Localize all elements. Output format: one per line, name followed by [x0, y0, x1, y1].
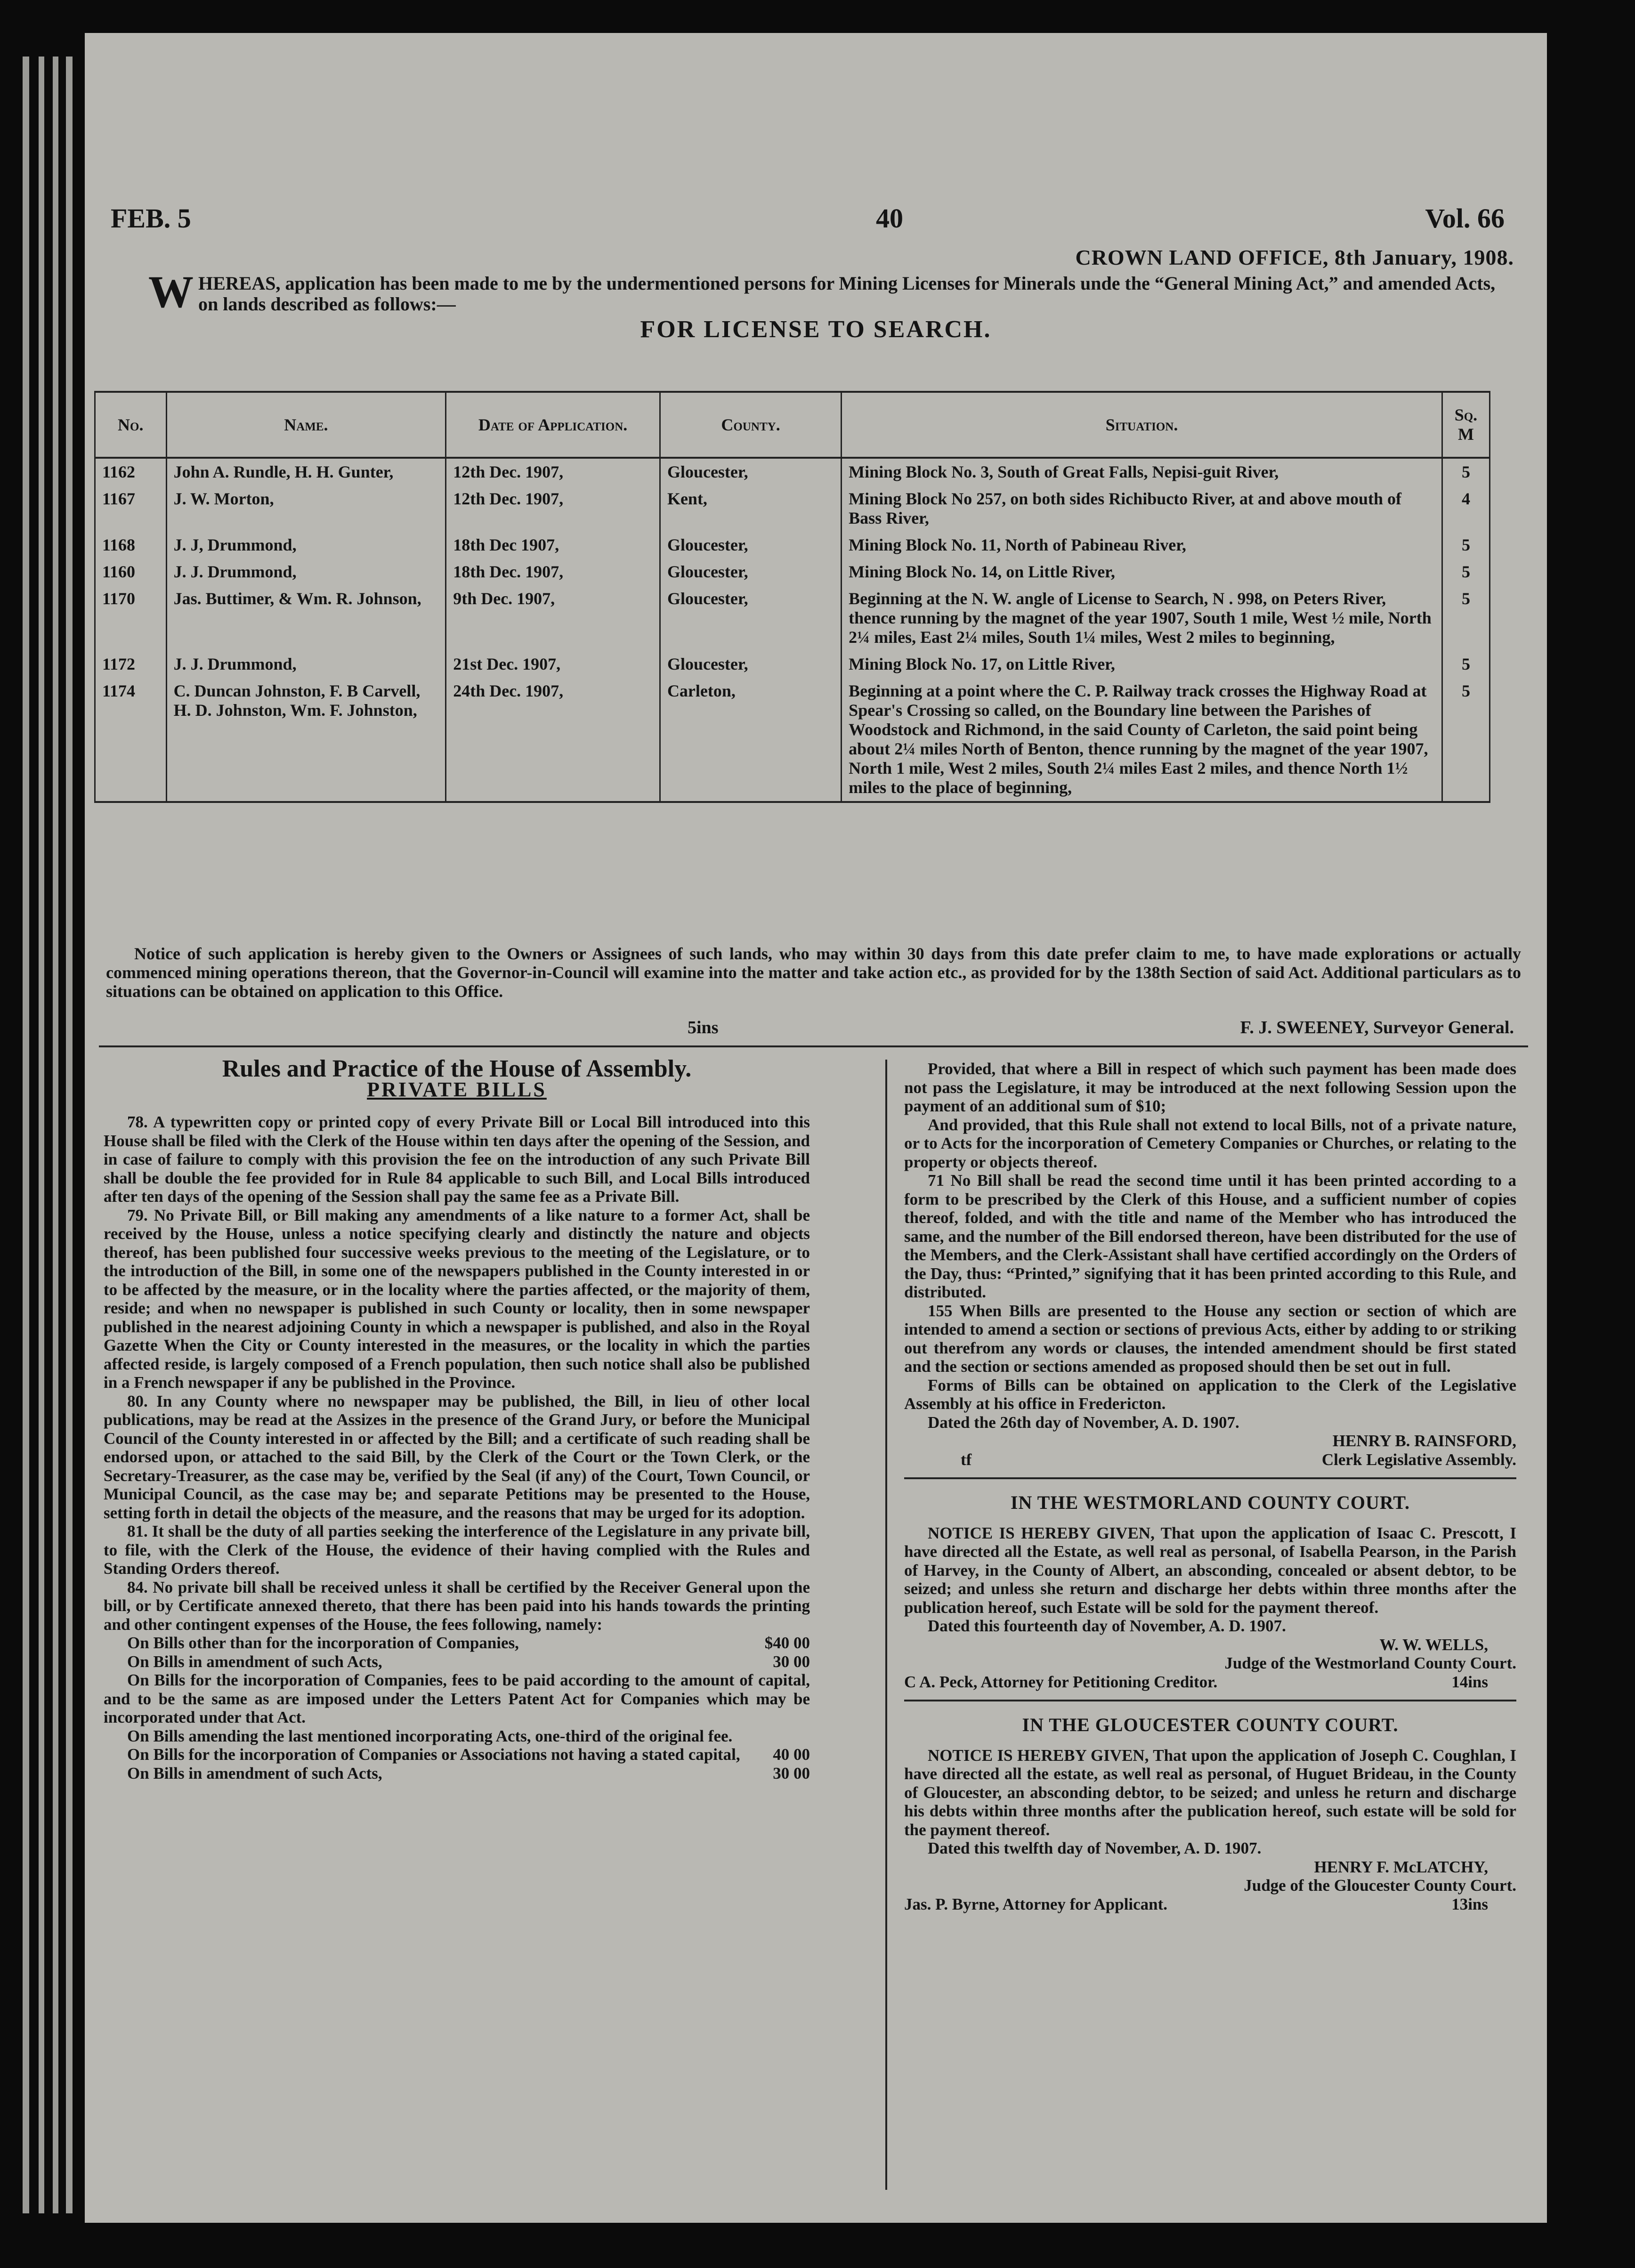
cell-no: 1167: [95, 486, 167, 532]
cell-sq: 5: [1442, 651, 1489, 678]
cell-date: 18th Dec. 1907,: [446, 559, 660, 585]
rule-84: 84. No private bill shall be received unless it shall be certified by the Receiver General upon the bill, or by Certificate annexed thereto, that there has been paid into his hands towards the printing and other contingent expenses of the House, the fees following, namely:: [104, 1578, 810, 1634]
cell-date: 18th Dec 1907,: [446, 532, 660, 559]
rules-signer-title: Clerk Legislative Assembly.: [1321, 1450, 1516, 1469]
fee-companies: On Bills for the incorporation of Companies, fees to be paid according to the amount of capital, and to be the same as are imposed under the Letters Patent Act for Companies which may be incorporated under that Act.: [104, 1671, 810, 1726]
cell-county: Gloucester,: [660, 585, 841, 651]
column-divider: [885, 1060, 887, 2190]
cell-situation: Mining Block No. 3, South of Great Falls, Nepisi-guit River,: [842, 458, 1442, 486]
fee-row: [104, 1652, 810, 1671]
westmorland-notice: NOTICE IS HEREBY GIVEN, That upon the application of Isaac C. Prescott, I have directed all the Estate, as well real as personal, of Isabella Pearson, in the Parish of Harvey, in the County of Albert, an absconding, concealed or absent debtor, to be seized; and unless she return and discharge her debts within three months after the publication hereof, such Estate will be sold for the payment thereof.: [904, 1523, 1516, 1617]
cell-date: 12th Dec. 1907,: [446, 486, 660, 532]
page-edge: [39, 57, 44, 2213]
cell-name: J. J. Drummond,: [166, 651, 446, 678]
col-county: County.: [660, 392, 841, 458]
fee-label: On Bills other than for the incorporation of Companies,: [127, 1634, 519, 1652]
gazette-page: [85, 33, 1547, 2223]
cell-county: Carleton,: [660, 678, 841, 802]
fee-label: On Bills for the incorporation of Companies or Associations not having a stated capital,: [127, 1745, 740, 1764]
col-date: Date of Application.: [446, 392, 660, 458]
page-edge: [23, 57, 29, 2213]
rule-78: 78. A typewritten copy or printed copy of every Private Bill or Local Bill introduced into this House shall be filed with the Clerk of the House within ten days after the opening of the Session, and in case of failure to comply with this provision the fee on the introduction of any such Private Bill shall be double the fee provided for in Rule 84 applicable to such Bill, and Local Bills introduced after ten days of the opening of the Session shall pay the same fee as a Private Bill.: [104, 1113, 810, 1206]
table-row: [95, 651, 1490, 678]
cell-situation: Mining Block No. 11, North of Pabineau River,: [842, 532, 1442, 559]
westmorland-title: IN THE WESTMORLAND COUNTY COURT.: [904, 1477, 1516, 1524]
license-title: FOR LICENSE TO SEARCH.: [640, 316, 992, 343]
fee-row: [104, 1634, 810, 1652]
page-edge: [53, 57, 58, 2213]
cell-name: J. J. Drummond,: [166, 559, 446, 585]
cell-no: 1162: [95, 458, 167, 486]
col-situation: Situation.: [842, 392, 1442, 458]
fee-amount: 30 00: [773, 1764, 810, 1782]
cell-no: 1172: [95, 651, 167, 678]
cell-name: John A. Rundle, H. H. Gunter,: [166, 458, 446, 486]
table-row: [95, 678, 1490, 802]
rule-71: 71 No Bill shall be read the second time until it has been printed according to a form to be prescribed by the Clerk of this House, and a sufficient number of copies thereof, folded, and with the title and name of the Member who has introduced the same, and the number of the Bill endorsed thereon, have been distributed for the use of the Members, and the Clerk-Assistant shall have certified accordingly on the Orders of the Day, thus: “Printed,” signifying that it has been printed according to this Rule, and distributed.: [904, 1171, 1516, 1301]
table-row: [95, 458, 1490, 486]
section-divider: [99, 1045, 1528, 1047]
license-table: [94, 391, 1490, 803]
rules-column: [104, 1055, 810, 1782]
fee-amount: 30 00: [773, 1652, 810, 1671]
cell-date: 9th Dec. 1907,: [446, 585, 660, 651]
rules-signer: HENRY B. RAINSFORD,: [1332, 1432, 1516, 1450]
westmorland-signer-title: Judge of the Westmorland County Court.: [1224, 1654, 1516, 1672]
tf-mark: tf: [961, 1450, 972, 1469]
cell-name: C. Duncan Johnston, F. B Carvell, H. D. Johnston, Wm. F. Johnston,: [166, 678, 446, 802]
table-row: [95, 559, 1490, 585]
whereas-paragraph: [148, 267, 1507, 317]
rules-title: Rules and Practice of the House of Assembly.: [222, 1055, 692, 1082]
gloucester-signer-title: Judge of the Gloucester County Court.: [1244, 1876, 1516, 1895]
page-edge: [66, 57, 73, 2213]
cell-county: Gloucester,: [660, 532, 841, 559]
fee-amending: On Bills amending the last mentioned incorporating Acts, one-third of the original fee.: [127, 1726, 733, 1745]
rules-subtitle: PRIVATE BILLS: [367, 1077, 547, 1101]
cell-date: 12th Dec. 1907,: [446, 458, 660, 486]
westmorland-dated: Dated this fourteenth day of November, A. D. 1907.: [928, 1617, 1286, 1635]
cell-name: J. J, Drummond,: [166, 532, 446, 559]
page-number: 40: [876, 203, 903, 234]
cell-county: Gloucester,: [660, 651, 841, 678]
gloucester-ins: 13ins: [1451, 1895, 1488, 1913]
cell-no: 1174: [95, 678, 167, 802]
cell-sq: 5: [1442, 532, 1489, 559]
cell-county: Gloucester,: [660, 559, 841, 585]
westmorland-signer: W. W. WELLS,: [1379, 1635, 1488, 1654]
cell-county: Kent,: [660, 486, 841, 532]
cell-situation: Mining Block No. 14, on Little River,: [842, 559, 1442, 585]
cell-situation: Beginning at a point where the C. P. Railway track crosses the Highway Road at Spear's Crossing so called, on the Boundary line between the Parishes of Woodstock and Richmond, in the said County of Carleton, the said point being about 2¼ miles North of Benton, thence running by the magnet of the year 1907, North 1 mile, West 2 miles, South 2¼ miles East 2 miles, and thence North 1½ miles to the place of beginning,: [842, 678, 1442, 802]
fee-amount: 40 00: [773, 1745, 810, 1764]
col-no: No.: [95, 392, 167, 458]
office-dateline: CROWN LAND OFFICE, 8th January, 1908.: [1075, 245, 1514, 269]
rules-dated: Dated the 26th day of November, A. D. 1907.: [928, 1413, 1239, 1432]
forms-note: Forms of Bills can be obtained on application to the Clerk of the Legislative Assembly at his office in Fredericton.: [904, 1376, 1516, 1413]
cell-no: 1170: [95, 585, 167, 651]
cell-date: 24th Dec. 1907,: [446, 678, 660, 802]
cell-no: 1168: [95, 532, 167, 559]
gloucester-notice: NOTICE IS HEREBY GIVEN, That upon the application of Joseph C. Coughlan, I have directed all the estate, as well real as personal, of Huguet Brideau, in the County of Gloucester, an absconding debtor, to be seized; and unless he return and discharge his debts within three months after the publication hereof, such estate will be sold for the payment thereof.: [904, 1746, 1516, 1839]
cell-date: 21st Dec. 1907,: [446, 651, 660, 678]
cell-sq: 5: [1442, 559, 1489, 585]
fee-row: [104, 1745, 810, 1764]
whereas-text: HEREAS, application has been made to me by the undermentioned persons for Mining Licenses for Minerals unde the “General Mining Act,” and amended Acts, on lands described as follows:—: [198, 273, 1496, 315]
gloucester-signer: HENRY F. McLATCHY,: [1314, 1857, 1488, 1876]
cell-sq: 5: [1442, 458, 1489, 486]
rule-81: 81. It shall be the duty of all parties seeking the interference of the Legislature in any private bill, to file, with the Clerk of the House, the evidence of their having complied with the Rules and Standing Orders thereof.: [104, 1522, 810, 1578]
westmorland-attorney-row: [904, 1673, 1516, 1692]
mining-notice: Notice of such application is hereby given to the Owners or Assignees of such lands, who may within 30 days from this date prefer claim to me, to have made explorations or actually commenced mining operations thereon, that the Governor-in-Council will examine into the matter and take action etc., as provided for by the 138th Section of said Act. Additional particulars as to situations can be obtained on application to this Office.: [106, 944, 1521, 1001]
fee-label: On Bills in amendment of such Acts,: [127, 1764, 382, 1782]
gloucester-title: IN THE GLOUCESTER COUNTY COURT.: [904, 1700, 1516, 1746]
cell-sq: 5: [1442, 585, 1489, 651]
volume-number: Vol. 66: [1425, 203, 1505, 234]
surveyor-signature: F. J. SWEENEY, Surveyor General.: [1240, 1018, 1514, 1037]
issue-date: FEB. 5: [111, 203, 191, 234]
rule-80: 80. In any County where no newspaper may be published, the Bill, in lieu of other local publications, may be read at the Assizes in the presence of the Grand Jury, or before the Municipal Council of the County interested in or affected by the Bill; and a certificate of such reading shall be endorsed upon, or attached to the said Bill, by the Clerk of the Court or the Town Clerk, or the Secretary-Treasurer, as the case may be, verified by the Seal (if any) of the Court, Town Council, or Municipal Council, as the case may be; and separate Petitions may be presented to the House, setting forth in detail the objects of the measure, and the reasons that may be urged for its adoption.: [104, 1392, 810, 1522]
cell-name: J. W. Morton,: [166, 486, 446, 532]
gloucester-dated: Dated this twelfth day of November, A. D. 1907.: [928, 1839, 1262, 1857]
cell-sq: 5: [1442, 678, 1489, 802]
proviso-1: Provided, that where a Bill in respect of which such payment has been made does not pass the Legislature, it may be introduced at the next following Session upon the payment of an additional sum of $10;: [904, 1060, 1516, 1115]
right-column: [904, 1060, 1516, 1913]
insertion-count: 5ins: [688, 1018, 719, 1037]
table-row: [95, 486, 1490, 532]
westmorland-attorney: C A. Peck, Attorney for Petitioning Creditor.: [904, 1672, 1218, 1691]
cell-county: Gloucester,: [660, 458, 841, 486]
gloucester-attorney: Jas. P. Byrne, Attorney for Applicant.: [904, 1895, 1168, 1913]
cell-name: Jas. Buttimer, & Wm. R. Johnson,: [166, 585, 446, 651]
table-row: [95, 585, 1490, 651]
cell-sq: 4: [1442, 486, 1489, 532]
gloucester-attorney-row: [904, 1895, 1516, 1914]
cell-no: 1160: [95, 559, 167, 585]
rule-155: 155 When Bills are presented to the House any section or section of which are intended to amend a section or sections of previous Acts, either by adding to or striking out therefrom any words or clauses, the intended amendment should be first stated and the section or sections amended as proposed should then be set out in full.: [904, 1301, 1516, 1376]
fee-label: On Bills in amendment of such Acts,: [127, 1652, 382, 1671]
proviso-2: And provided, that this Rule shall not extend to local Bills, not of a private nature, or to Acts for the incorporation of Cemetery Companies or Churches, or relating to the property or objects thereof.: [904, 1115, 1516, 1171]
table-header-row: [95, 392, 1490, 458]
col-sq: Sq. M: [1442, 392, 1489, 458]
col-name: Name.: [166, 392, 446, 458]
westmorland-ins: 14ins: [1451, 1672, 1488, 1691]
rules-signer-row: [904, 1450, 1516, 1469]
table-row: [95, 532, 1490, 559]
fee-amount: $40 00: [764, 1634, 810, 1652]
fee-row: [104, 1764, 810, 1783]
rule-79: 79. No Private Bill, or Bill making any amendments of a like nature to a former Act, shall be received by the House, unless a notice specifying clearly and distinctly the nature and objects thereof, has been published four successive weeks previous to the meeting of the Legislature, or to the introduction of the Bill, in some one of the newspapers published in the County interested in or to be affected by the measure, or in the locality where the parties affected, or the majority of them, reside; and when no newspaper is published in such County or locality, then in some newspaper published in the nearest adjoining County in which a newspaper is published, and also in the Royal Gazette When the City or County interested in the measures, or the locality in which the parties affected reside, is largely composed of a French population, then such notice shall also be published in a French newspaper if any be published in the Province.: [104, 1206, 810, 1392]
drop-cap: W: [148, 267, 194, 317]
cell-situation: Beginning at the N. W. angle of License to Search, N . 998, on Peters River, thence running by the magnet of the year 1907, South 1 mile, West ½ mile, North 2¼ miles, East 2¼ miles, South 1¼ miles, West 2 miles to beginning,: [842, 585, 1442, 651]
cell-situation: Mining Block No 257, on both sides Richibucto River, at and above mouth of Bass River,: [842, 486, 1442, 532]
cell-situation: Mining Block No. 17, on Little River,: [842, 651, 1442, 678]
